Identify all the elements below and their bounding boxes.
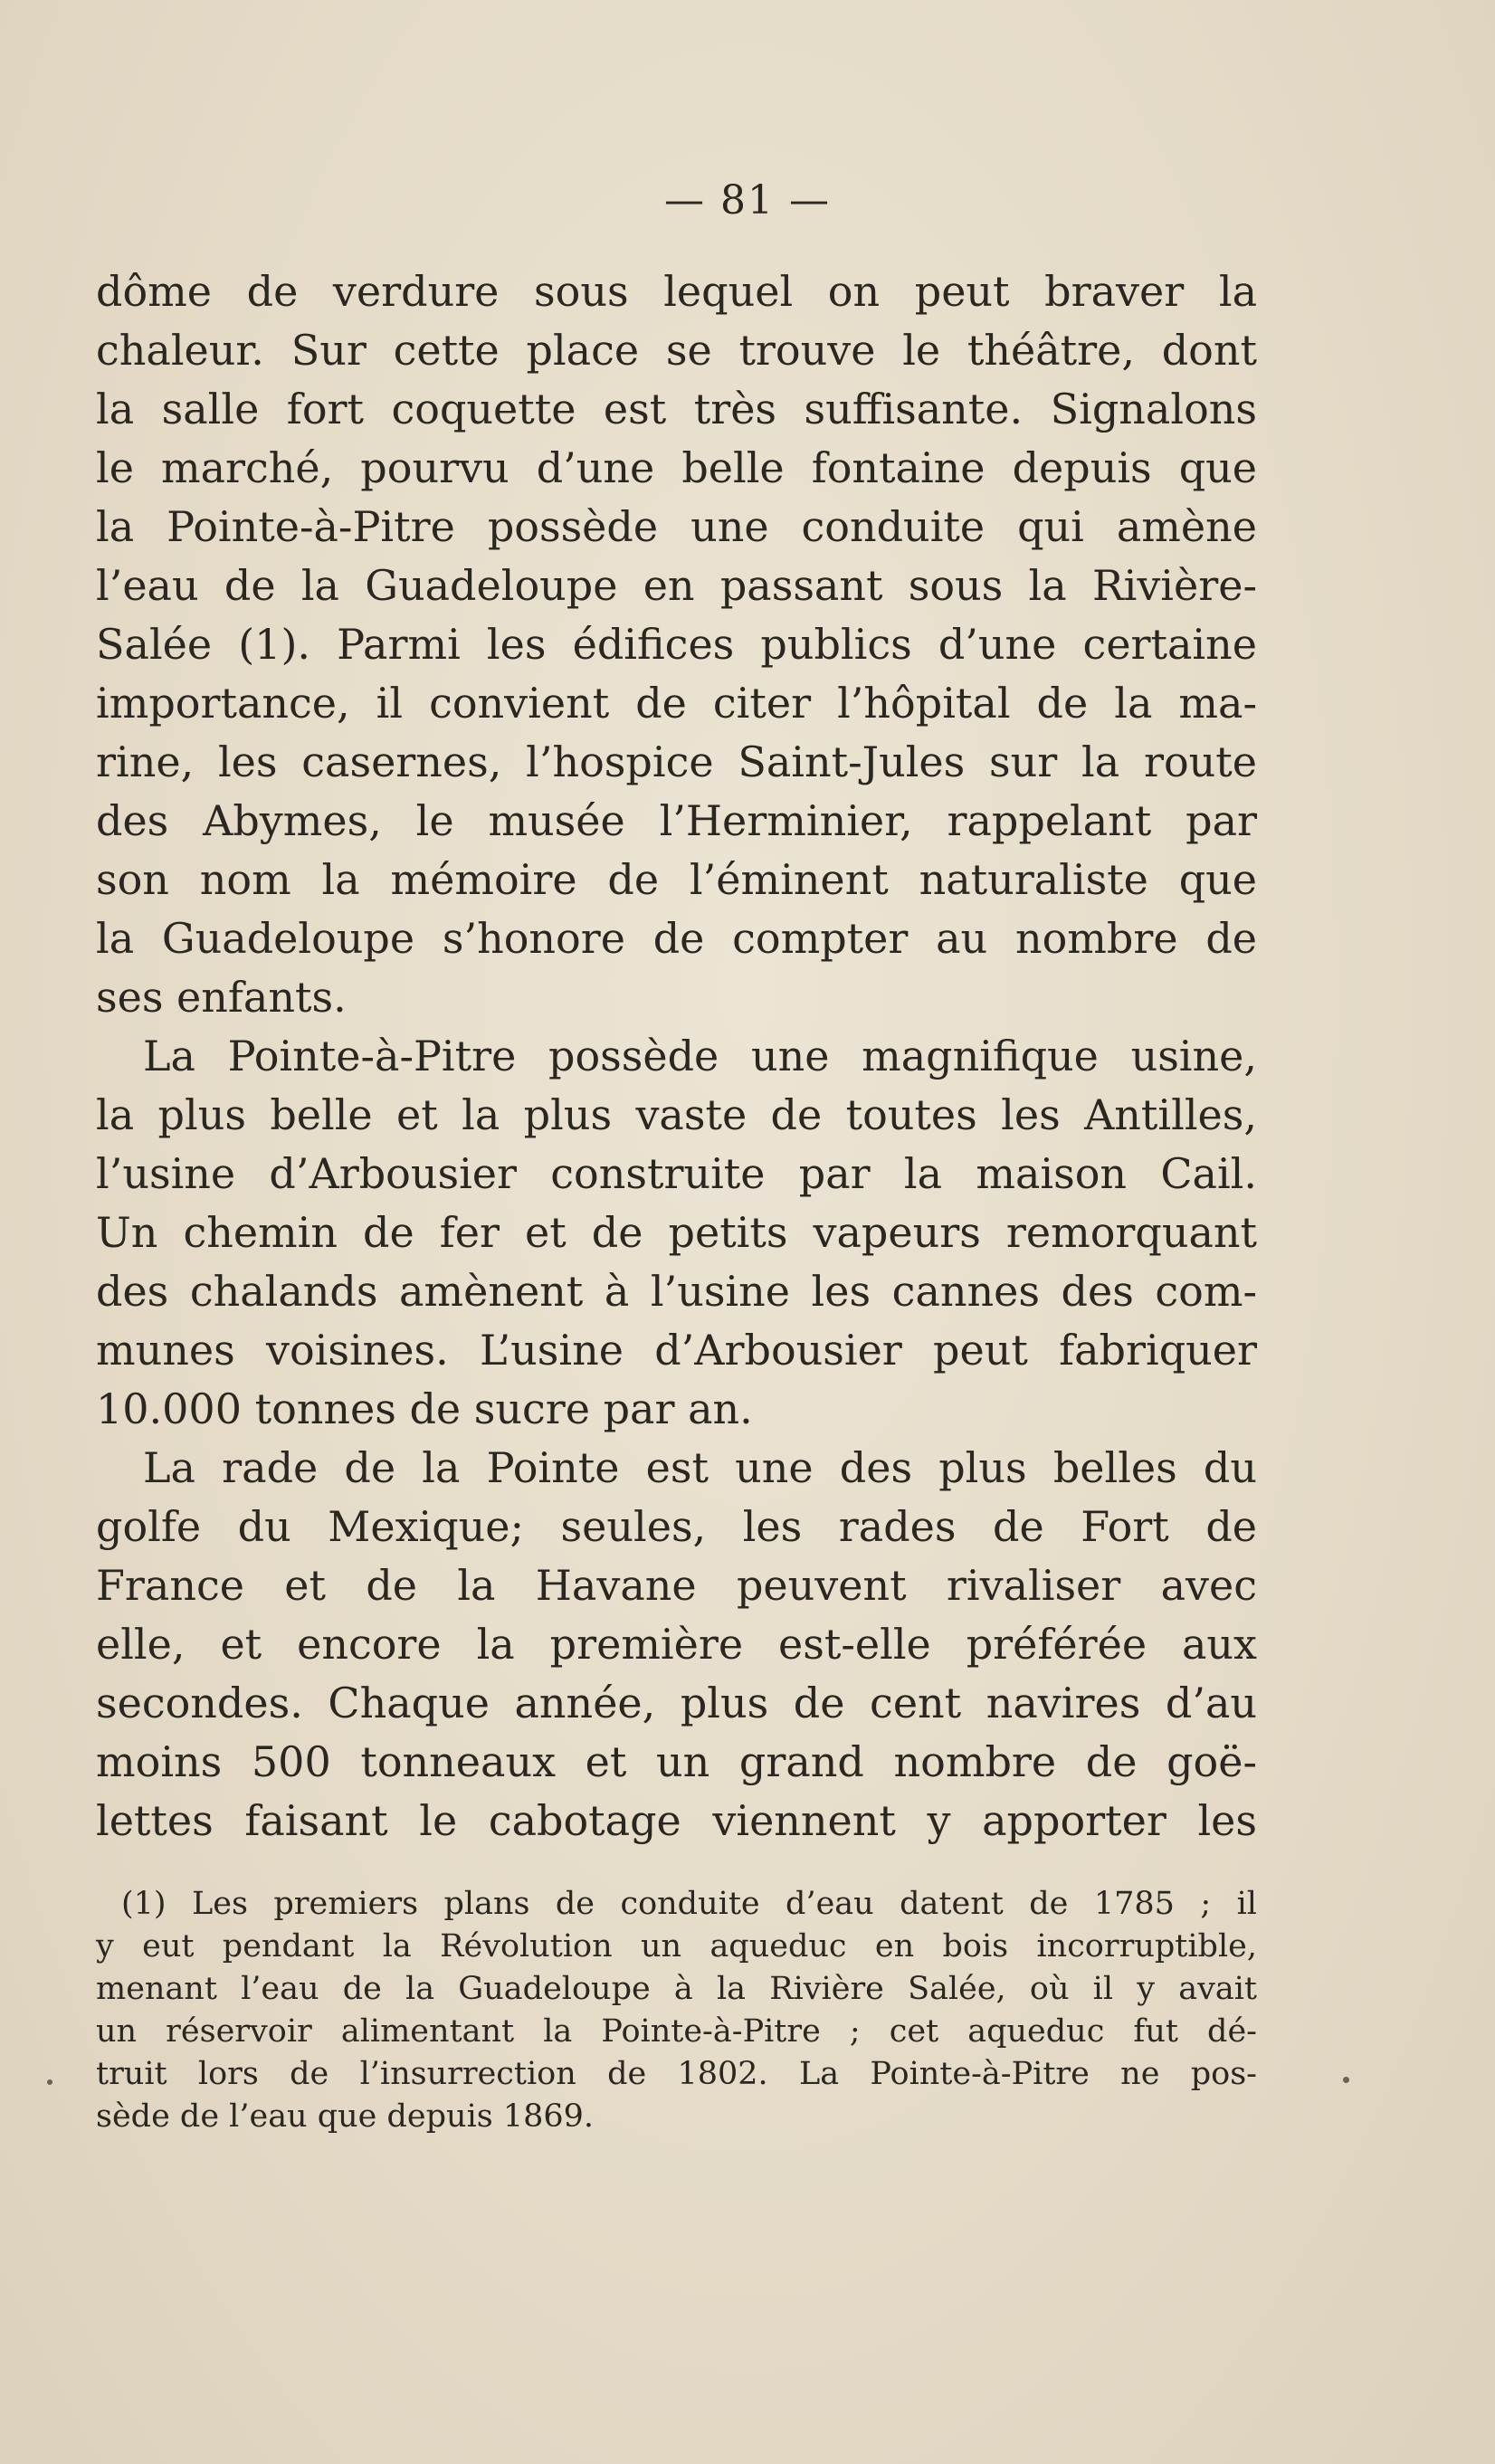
body-line: La Pointe-à-Pitre possède une magnifique usine,: [143, 1032, 1257, 1080]
body-line: moins 500 tonneaux et un grand nombre de goë-: [96, 1737, 1257, 1786]
body-line: ses enfants.: [96, 973, 347, 1022]
footnote-line: un réservoir alimentant la Pointe-à-Pitre ; cet aqueduc fut dé-: [96, 2013, 1257, 2050]
body-text: [96, 262, 1257, 1850]
body-line: munes voisines. L’usine d’Arbousier peut fabriquer: [96, 1326, 1257, 1375]
body-line: des chalands amènent à l’usine les cannes des com-: [96, 1267, 1257, 1316]
body-line: le marché, pourvu d’une belle fontaine depuis que: [96, 443, 1257, 492]
body-line: l’eau de la Guadeloupe en passant sous la Rivière-: [96, 561, 1257, 610]
body-line: importance, il convient de citer l’hôpital de la ma-: [96, 679, 1257, 728]
body-line: Un chemin de fer et de petits vapeurs remorquant: [96, 1208, 1257, 1257]
footnote-line: menant l’eau de la Guadeloupe à la Rivière Salée, où il y avait: [96, 1971, 1257, 2007]
body-line: France et de la Havane peuvent rivaliser avec: [96, 1561, 1257, 1610]
body-line: lettes faisant le cabotage viennent y apporter les: [96, 1796, 1257, 1845]
body-line: 10.000 tonnes de sucre par an.: [96, 1384, 753, 1433]
body-line: chaleur. Sur cette place se trouve le théâtre, dont: [96, 326, 1257, 375]
footnote-line: (1) Les premiers plans de conduite d’eau datent de 1785 ; il: [121, 1886, 1257, 1922]
page-number: — 81 —: [664, 177, 831, 224]
ink-speck: [47, 2079, 52, 2085]
body-line: golfe du Mexique; seules, les rades de Fort de: [96, 1502, 1257, 1551]
body-line: l’usine d’Arbousier construite par la maison Cail.: [96, 1149, 1257, 1198]
footnote-line: y eut pendant la Révolution un aqueduc en bois incorruptible,: [96, 1928, 1257, 1965]
body-line: Salée (1). Parmi les édifices publics d’une certaine: [96, 620, 1257, 669]
body-line: des Abymes, le musée l’Herminier, rappelant par: [96, 796, 1257, 845]
body-line: la Guadeloupe s’honore de compter au nombre de: [96, 914, 1257, 963]
body-line: rine, les casernes, l’hospice Saint-Jules sur la route: [96, 737, 1257, 786]
ink-speck: [1343, 2077, 1349, 2083]
body-line: secondes. Chaque année, plus de cent navires d’au: [96, 1679, 1257, 1727]
body-line: la plus belle et la plus vaste de toutes les Antilles,: [96, 1090, 1257, 1139]
body-line: elle, et encore la première est-elle préférée aux: [96, 1620, 1257, 1669]
body-line: son nom la mémoire de l’éminent naturaliste que: [96, 855, 1257, 904]
body-line: La rade de la Pointe est une des plus belles du: [143, 1443, 1257, 1492]
footnote-line: truit lors de l’insurrection de 1802. La Pointe-à-Pitre ne pos-: [96, 2056, 1257, 2092]
footnote-line: sède de l’eau que depuis 1869.: [96, 2098, 595, 2135]
body-line: la Pointe-à-Pitre possède une conduite qui amène: [96, 502, 1257, 551]
body-line: dôme de verdure sous lequel on peut braver la: [96, 267, 1257, 316]
body-line: la salle fort coquette est très suffisante. Signalons: [96, 385, 1257, 433]
footnote: [96, 1883, 1257, 2138]
